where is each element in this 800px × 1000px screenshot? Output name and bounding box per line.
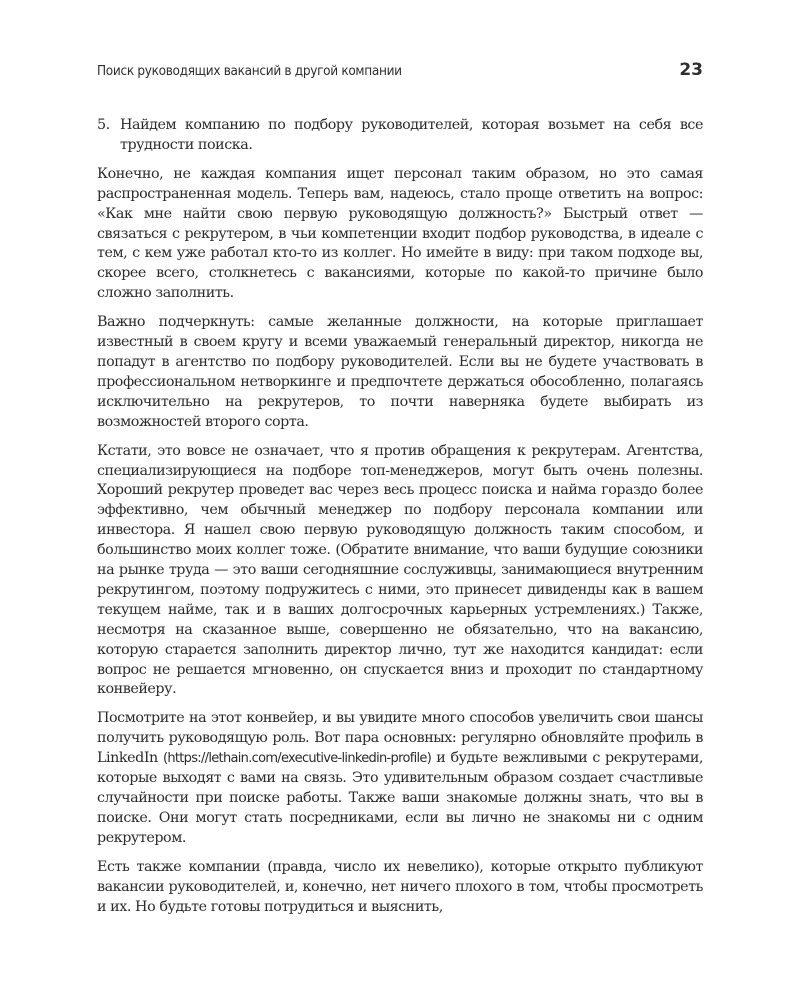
paragraph-text: и будьте вежливыми с рекрутерами, которые выходят с вами на связь. Это удивительным образом создает счастливые случайности при поиске работы. Также ваши знакомые должны знать, что вы в поиске. Они могут стать посредниками, если вы лично не знакомы ни с одним рекрутером. <box>97 750 704 846</box>
paragraph-text: Посмотрите на этот конвейер, и вы увидите много способов увеличить свои шансы получить руководящую роль. Вот пара основных: регулярно обновляйте профиль в LinkedIn <box>97 710 703 767</box>
paragraph: Есть также компании (правда, число их невелико), которые открыто публикуют вакансии руководителей, и, конечно, нет ничего плохого в том, чтобы просмотреть и их. Но будьте готовы потрудиться и выяснить, <box>97 858 703 915</box>
list-item-text: Найдем компанию по подбору руководителей, которая возьмет на себя все трудности поиска. <box>120 117 703 153</box>
linkedin-profile-url[interactable]: (https://lethain.com/executive-linkedin-profile) <box>162 751 432 767</box>
paragraph: Конечно, не каждая компания ищет персонал таким образом, но это самая распространенная модель. Теперь вам, надеюсь, стало проще ответить на вопрос: «Как мне найти свою первую руководящую должность?» Быстрый ответ — связаться с рекрутером, в чьи компетенции входит подбор руководства, в идеале с тем, с кем уже работал кто-то из коллег. Но имейте в виду: при таком подходе вы, скорее всего, столкнетесь с вакансиями, которые по какой-то причине было сложно заполнить. <box>97 165 703 302</box>
paragraph: Важно подчеркнуть: самые желанные должности, на которые приглашает известный в своем кругу и всеми уважаемый генеральный директор, никогда не попадут в агентство по подбору руководителей. Если вы не будете участвовать в профессиональном нетворкинге и предпочтете держаться обособленно, полагаясь исключительно на рекрутеров, то почти наверняка будете выбирать из возможностей второго сорта. <box>97 314 703 430</box>
running-head <box>97 60 703 86</box>
running-title: Поиск руководящих вакансий в другой компании <box>97 64 402 79</box>
paragraph: Кстати, это вовсе не означает, что я против обращения к рекрутерам. Агентства, специализирующиеся на подборе топ-менеджеров, могут быть очень полезны. Хороший рекрутер проведет вас через весь процесс поиска и найма гораздо более эффективно, чем обычный менеджер по подбору персонала компании или инвестора. Я нашел свою первую руководящую должность таким способом, и большинство моих коллег тоже. (Обратите внимание, что ваши будущие союзники на рынке труда — это ваши сегодняшние сослуживцы, занимающиеся внутренним рекрутингом, поэтому подружитесь с ними, это принесет дивиденды как в вашем текущем найме, так и в ваших долгосрочных карьерных устремлениях.) Также, несмотря на сказанное выше, совершенно не обязательно, что на вакансию, которую старается заполнить директор лично, тут же находится кандидат: если вопрос не решается мгновенно, он спускается вниз и проходит по стандартному конвейеру. <box>97 442 703 698</box>
paragraph-linkedin <box>97 709 703 848</box>
page-number: 23 <box>679 60 703 80</box>
list-item <box>97 116 703 156</box>
list-item-number: 5. <box>97 117 110 133</box>
page-body <box>97 116 703 926</box>
